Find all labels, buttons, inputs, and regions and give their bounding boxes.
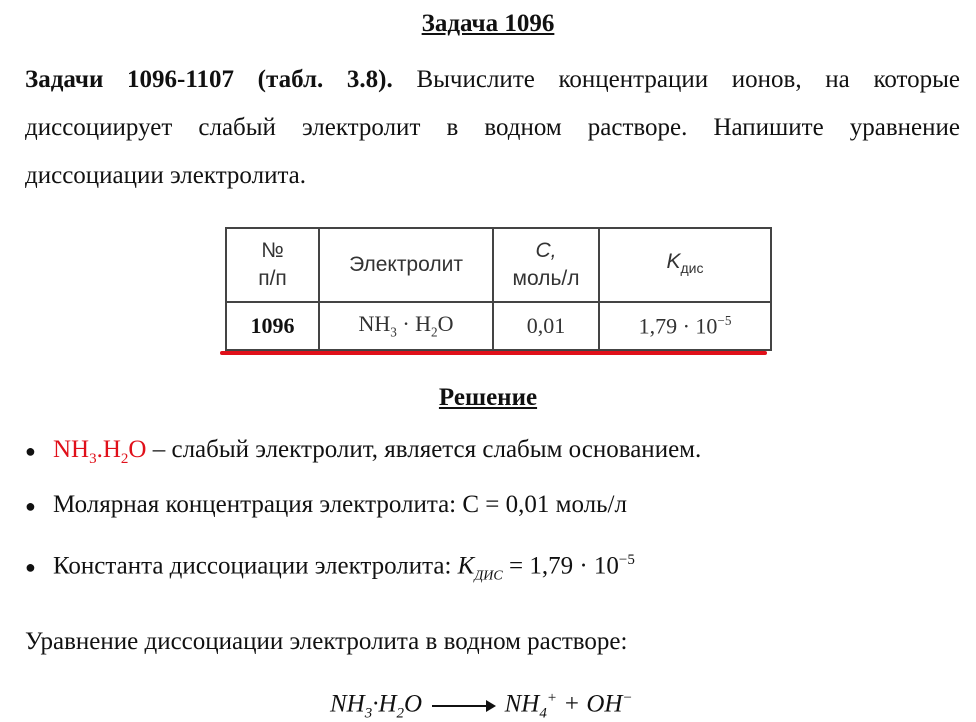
problem-text: Вычислите концентрации ионов, на которые диссоциирует слабый электролит в водном растворе. Напишите уравнение диссоциации электролита. bbox=[25, 66, 960, 189]
bullet-text: Молярная концентрация электролита: bbox=[53, 491, 463, 518]
header-num: № п/п bbox=[226, 228, 319, 302]
cell-num: 1096 bbox=[226, 302, 319, 350]
concentration-value: C = 0,01 моль/л bbox=[462, 491, 627, 518]
task-table bbox=[225, 227, 772, 351]
bullet-dot-icon: ● bbox=[25, 441, 36, 461]
bullet-concentration bbox=[25, 491, 627, 519]
k-value: = 1,79 · 10 bbox=[502, 552, 619, 580]
table-row bbox=[226, 302, 771, 350]
bullet-text: – слабый электролит, является слабым основанием. bbox=[146, 436, 702, 463]
dissociation-equation: $NH_3\cdot H_2O$ $NH_4^+ + OH^-$ bbox=[330, 690, 633, 722]
page-title: Задача 1096 bbox=[421, 10, 555, 37]
header-k: $K_{дис}$ bbox=[599, 228, 771, 302]
bullet-weak-electrolyte bbox=[25, 436, 701, 468]
problem-ref: Задачи 1096-1107 (табл. 3.8). bbox=[25, 66, 393, 93]
cell-k: $1,79 \cdot 10^{-5}$ bbox=[599, 302, 771, 350]
problem-statement bbox=[25, 56, 960, 200]
reaction-arrow-icon bbox=[432, 705, 494, 707]
bullet-dot-icon: ● bbox=[25, 557, 36, 578]
electrolyte-formula: $NH_3.H_2O$ bbox=[53, 436, 147, 467]
equation-intro: Уравнение диссоциации электролита в водном растворе: bbox=[25, 628, 628, 655]
bullet-text: Константа диссоциации электролита: bbox=[53, 552, 458, 580]
cell-electrolyte: $NH_3 \cdot H_2O$ bbox=[319, 302, 493, 350]
red-underline bbox=[220, 351, 767, 355]
cell-concentration: 0,01 bbox=[493, 302, 599, 350]
bullet-constant: ● Константа диссоциации электролита: $K_{ДИС} = 1,79 \cdot 10^{-5}$ bbox=[25, 552, 635, 584]
header-concentration: C, моль/л bbox=[493, 228, 599, 302]
header-electrolyte: Электролит bbox=[319, 228, 493, 302]
solution-title: Решение bbox=[438, 384, 538, 411]
bullet-dot-icon: ● bbox=[25, 496, 36, 516]
table-header-row bbox=[226, 228, 771, 302]
k-symbol: K bbox=[457, 552, 475, 580]
